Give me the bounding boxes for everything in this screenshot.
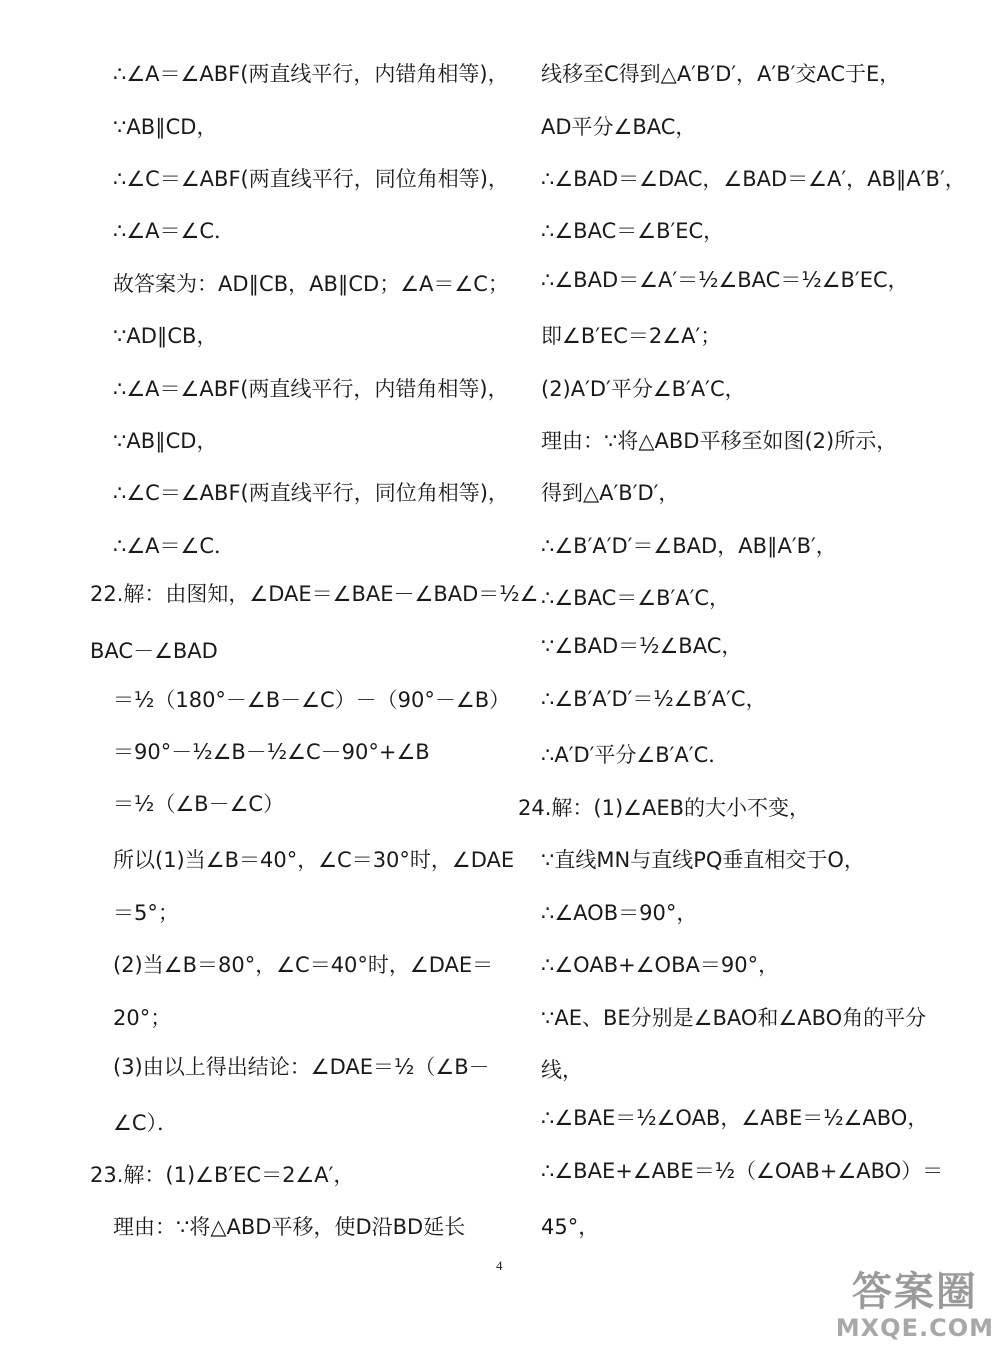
text-line: (3)由以上得出结论：∠DAE＝½（∠B－ bbox=[113, 1055, 490, 1079]
text-line: ∴∠AOB＝90°， bbox=[541, 901, 698, 925]
text-line: ＝90°－½∠B－½∠C－90°+∠B bbox=[113, 740, 430, 764]
text-line: ∴∠C＝∠ABF(两直线平行，同位角相等)， bbox=[113, 481, 509, 505]
page-number: 4 bbox=[496, 1258, 503, 1273]
text-line: ∴∠A＝∠ABF(两直线平行，内错角相等)， bbox=[113, 62, 509, 86]
text-line: ＝5°； bbox=[113, 901, 179, 925]
text-line: ∵AB∥CD， bbox=[113, 429, 218, 453]
text-line: ∴∠BAD＝∠A′＝½∠BAC＝½∠B′EC， bbox=[541, 268, 909, 292]
text-line: ∵直线MN与直线PQ垂直相交于O， bbox=[541, 848, 865, 872]
text-line: 所以(1)当∠B＝40°，∠C＝30°时，∠DAE bbox=[113, 848, 515, 872]
text-line: 20°； bbox=[113, 1006, 172, 1030]
text-line: 线移至C得到△A′B′D′，A′B′交AC于E， bbox=[541, 62, 901, 86]
text-line: 线， bbox=[541, 1058, 583, 1082]
text-line: ∴∠A＝∠ABF(两直线平行，内错角相等)， bbox=[113, 377, 509, 401]
text-line: ＝½（∠B－∠C） bbox=[113, 792, 285, 816]
text-line: ∴∠B′A′D′＝½∠B′A′C， bbox=[541, 687, 767, 711]
text-line: ∴A′D′平分∠B′A′C． bbox=[541, 743, 730, 767]
text-line: 24.解：(1)∠AEB的大小不变， bbox=[518, 796, 811, 820]
watermark-logo bbox=[836, 1270, 994, 1342]
text-line: 得到△A′B′D′， bbox=[541, 481, 680, 505]
text-line: (2)A′D′平分∠B′A′C， bbox=[541, 377, 746, 401]
text-line: 即∠B′EC＝2∠A′； bbox=[541, 324, 722, 348]
text-line: ∵AD∥CB， bbox=[113, 324, 218, 348]
text-line: ∴∠OAB+∠OBA＝90°， bbox=[541, 953, 780, 977]
text-line: 22.解：由图知，∠DAE＝∠BAE－∠BAD＝½∠ bbox=[90, 582, 539, 606]
watermark-logo-text: 答案圈 bbox=[851, 1269, 978, 1315]
text-line: ∵∠BAD＝½∠BAC， bbox=[541, 634, 743, 658]
text-line: 23.解：(1)∠B′EC＝2∠A′， bbox=[90, 1163, 355, 1187]
text-line: ∴∠BAE＝½∠OAB，∠ABE＝½∠ABO， bbox=[541, 1106, 929, 1130]
text-line: ∵AB∥CD， bbox=[113, 115, 218, 139]
text-line: ∴∠BAC＝∠B′A′C， bbox=[541, 586, 731, 610]
text-line: ∠C）． bbox=[113, 1111, 178, 1135]
text-line: ∴∠C＝∠ABF(两直线平行，同位角相等)， bbox=[113, 167, 509, 191]
text-line: ∴∠B′A′D′＝∠BAD，AB∥A′B′， bbox=[541, 534, 837, 558]
watermark-domain: MXQE.COM bbox=[835, 1314, 994, 1342]
text-line: ∴∠A＝∠C． bbox=[113, 219, 236, 243]
text-line: (2)当∠B＝80°，∠C＝40°时，∠DAE＝ bbox=[113, 953, 494, 977]
text-line: 故答案为：AD∥CB，AB∥CD；∠A＝∠C； bbox=[113, 272, 509, 296]
text-line: ∴∠BAE+∠ABE＝½（∠OAB+∠ABO）＝ bbox=[541, 1159, 944, 1183]
text-line: ∴∠BAD＝∠DAC，∠BAD＝∠A′，AB∥A′B′， bbox=[541, 167, 966, 191]
text-line: AD平分∠BAC， bbox=[541, 115, 697, 139]
text-line: 理由：∵将△ABD平移至如图(2)所示， bbox=[541, 429, 898, 453]
text-line: ∵AE、BE分别是∠BAO和∠ABO角的平分 bbox=[541, 1006, 927, 1030]
text-line: ∴∠BAC＝∠B′EC， bbox=[541, 219, 725, 243]
text-line: 45°， bbox=[541, 1215, 600, 1239]
text-line: 理由：∵将△ABD平移，使D沿BD延长 bbox=[113, 1215, 466, 1239]
text-line: ＝½（180°－∠B－∠C）－（90°－∠B） bbox=[113, 688, 511, 712]
text-line: BAC－∠BAD bbox=[90, 639, 218, 663]
text-line: ∴∠A＝∠C． bbox=[113, 534, 236, 558]
